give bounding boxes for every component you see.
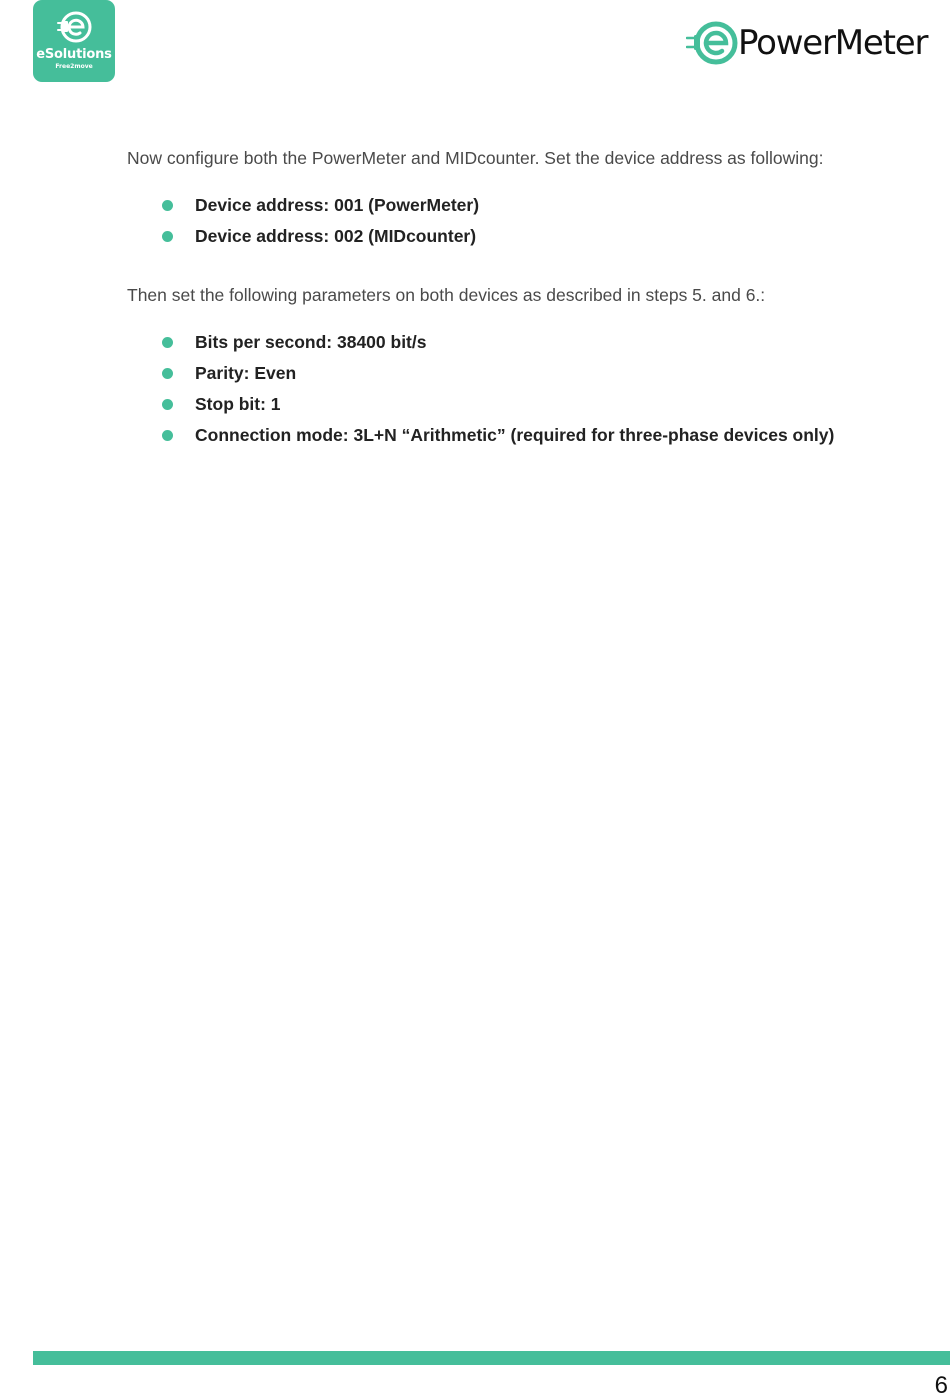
epowermeter-logo-text: PowerMeter	[738, 23, 928, 63]
parameter-list	[127, 327, 917, 451]
list-item	[127, 221, 917, 252]
bullet-dot-icon	[162, 399, 173, 410]
document-body	[127, 146, 917, 451]
address-list	[127, 190, 917, 252]
list-item-text: Connection mode: 3L+N “Arithmetic” (required for three-phase devices only)	[195, 425, 835, 445]
plug-e-icon	[55, 9, 93, 45]
plug-e-icon	[686, 20, 740, 66]
page-number: 6	[934, 1372, 948, 1399]
list-item	[127, 190, 917, 221]
list-item	[127, 358, 917, 389]
list-item-text: Parity: Even	[195, 363, 297, 383]
esolutions-logo-subtext: Free2move	[55, 63, 93, 70]
list-item	[127, 420, 917, 451]
bullet-dot-icon	[162, 368, 173, 379]
esolutions-logo	[33, 0, 115, 82]
bullet-dot-icon	[162, 337, 173, 348]
list-item	[127, 327, 917, 358]
params-intro-paragraph: Then set the following parameters on both devices as described in steps 5. and 6.:	[127, 285, 766, 305]
intro-paragraph: Now configure both the PowerMeter and MIDcounter. Set the device address as following:	[127, 148, 824, 168]
bullet-dot-icon	[162, 430, 173, 441]
bullet-dot-icon	[162, 200, 173, 211]
list-item-text: Bits per second: 38400 bit/s	[195, 332, 427, 352]
epowermeter-logo	[686, 20, 948, 66]
list-item	[127, 389, 917, 420]
list-item-text: Device address: 002 (MIDcounter)	[195, 226, 477, 246]
list-item-text: Stop bit: 1	[195, 394, 281, 414]
bullet-dot-icon	[162, 231, 173, 242]
footer-bar	[33, 1351, 950, 1365]
esolutions-logo-name: eSolutions	[36, 47, 112, 62]
list-item-text: Device address: 001 (PowerMeter)	[195, 195, 480, 215]
